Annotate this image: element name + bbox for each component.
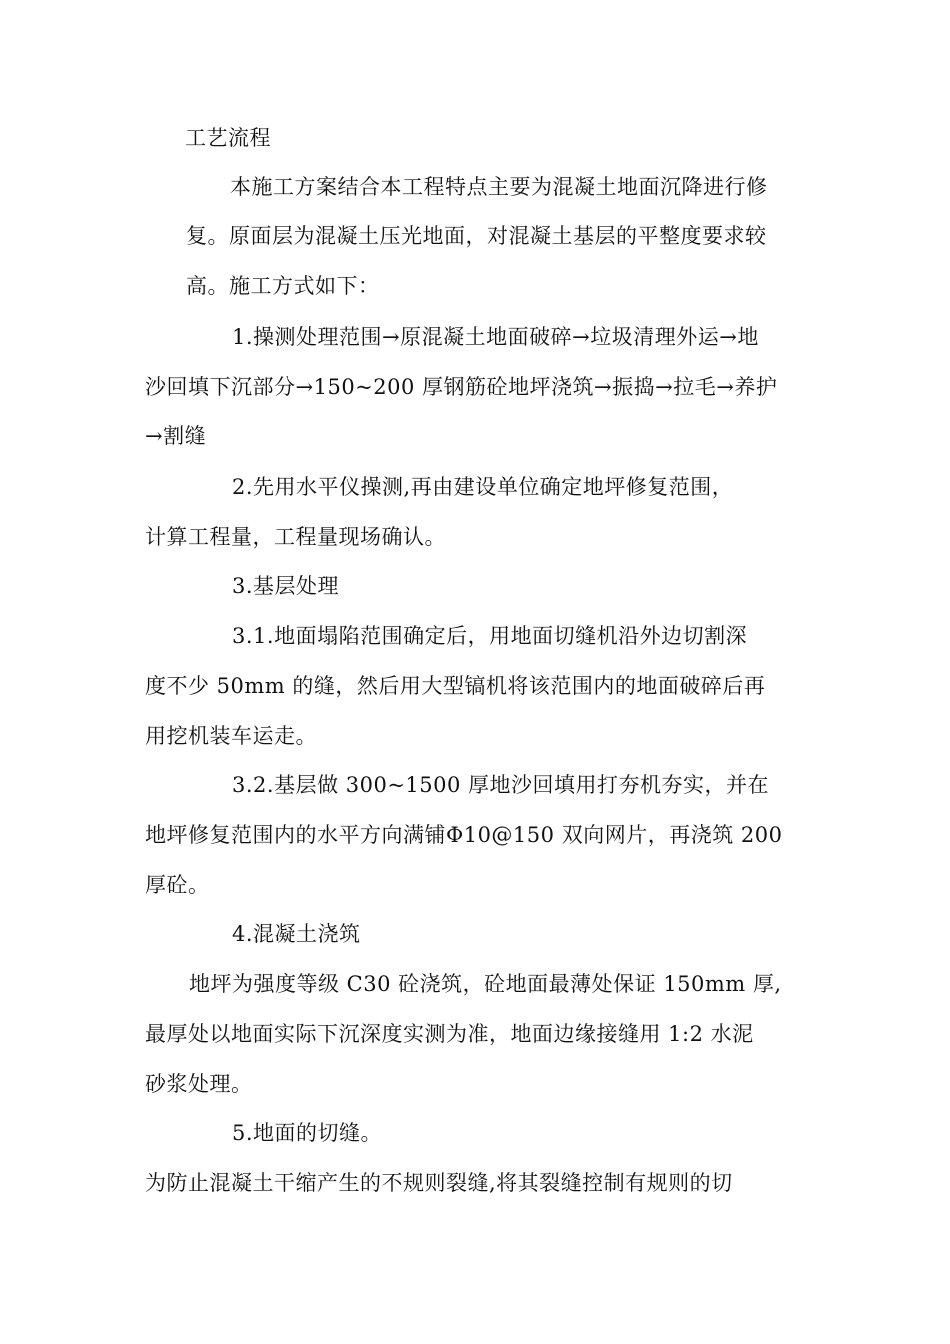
text-line-10: 3.1.地面塌陷范围确定后，用地面切缝机沿外边切割深 [232,624,748,648]
text-line-9: 3.基层处理 [232,574,340,598]
text-line-1: 本施工方案结合本工程特点主要为混凝土地面沉降进行修 [230,175,768,199]
text-line-11: 度不少 50mm 的缝，然后用大型镐机将该范围内的地面破碎后再 [145,674,766,698]
section-heading: 工艺流程 [185,126,271,150]
text-line-16: 4.混凝土浇筑 [232,922,361,946]
text-line-7: 2.先用水平仪操测,再由建设单位确定地坪修复范围， [232,475,734,499]
text-line-15: 厚砼。 [145,873,210,897]
text-line-20: 5.地面的切缝。 [232,1121,383,1145]
text-line-21: 为防止混凝土干缩产生的不规则裂缝,将其裂缝控制有规则的切 [145,1171,733,1195]
text-line-18: 最厚处以地面实际下沉深度实测为准，地面边缘接缝用 1:2 水泥 [145,1022,754,1046]
text-line-8: 计算工程量，工程量现场确认。 [145,525,446,549]
text-line-12: 用挖机装车运走。 [145,724,317,748]
text-line-13: 3.2.基层做 300~1500 厚地沙回填用打夯机夯实，并在 [232,773,770,797]
text-line-6: →割缝 [145,424,207,448]
text-line-17: 地坪为强度等级 C30 砼浇筑，砼地面最薄处保证 150mm 厚, [189,972,782,996]
text-line-4: 1.操测处理范围→原混凝土地面破碎→垃圾清理外运→地 [232,325,759,349]
text-line-19: 砂浆处理。 [145,1072,253,1096]
text-line-14: 地坪修复范围内的水平方向满铺Φ10@150 双向网片，再浇筑 200 [145,823,783,847]
text-line-3: 高。施工方式如下： [186,274,380,298]
text-line-2: 复。原面层为混凝土压光地面，对混凝土基层的平整度要求较 [186,224,767,248]
text-line-5: 沙回填下沉部分→150~200 厚钢筋砼地坪浇筑→振捣→拉毛→养护 [145,375,778,399]
